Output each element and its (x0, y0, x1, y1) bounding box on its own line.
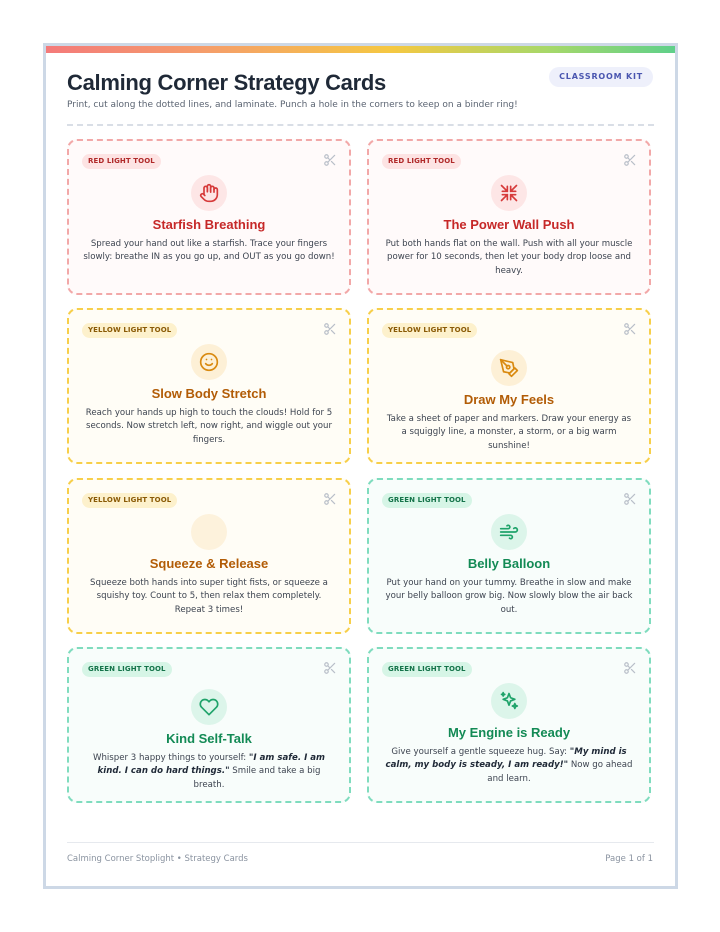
scissors-icon (623, 492, 637, 506)
red-light-tag: RED LIGHT TOOL (382, 154, 461, 169)
yellow-light-tag: YELLOW LIGHT TOOL (382, 323, 477, 338)
affirmation-quote: "My mind is calm, my body is steady, I am ready!" (385, 747, 627, 771)
card-title: Slow Body Stretch (151, 386, 267, 401)
card-instructions (383, 746, 635, 786)
scissors-icon (323, 322, 337, 336)
card-instructions: Put both hands flat on the wall. Push with all your muscle power for 10 seconds, then let your body drop loose and heavy. (385, 239, 633, 276)
yellow-light-tag: YELLOW LIGHT TOOL (82, 493, 177, 508)
red-light-tag: RED LIGHT TOOL (82, 154, 161, 169)
strategy-card-kind-self-talk (67, 647, 351, 803)
affirmation-quote: "I am safe. I am kind. I can do hard things." (97, 753, 326, 777)
card-instructions: Put your hand on your tummy. Breathe in slow and make your belly balloon grow big. Now slowly blow the air back out. (385, 578, 633, 615)
body-text: Give yourself a gentle squeeze hug. Say: (391, 747, 570, 757)
card-title: Starfish Breathing (152, 217, 266, 232)
scissors-icon (623, 661, 637, 675)
scissors-icon (323, 492, 337, 506)
scissors-icon (623, 322, 637, 336)
worksheet-page (43, 43, 678, 889)
body-text: Whisper 3 happy things to yourself: (92, 753, 249, 763)
body-text: Smile and take a big breath. (193, 766, 321, 790)
smile-icon (191, 344, 227, 380)
green-light-tag: GREEN LIGHT TOOL (382, 493, 472, 508)
page-title: Calming Corner Strategy Cards (67, 70, 386, 95)
page-number: Page 1 of 1 (605, 854, 653, 864)
footer-title: Calming Corner Stoplight • Strategy Cards (67, 854, 248, 864)
green-light-tag: GREEN LIGHT TOOL (82, 662, 172, 677)
card-title: Squeeze & Release (149, 556, 269, 571)
strategy-card-power-wall-push (367, 139, 651, 295)
card-instructions: Spread your hand out like a starfish. Trace your fingers slowly: breathe IN as you go up, and OUT as you go down! (83, 239, 335, 263)
green-light-tag: GREEN LIGHT TOOL (382, 662, 472, 677)
strategy-card-belly-balloon (367, 478, 651, 634)
scissors-icon (323, 661, 337, 675)
card-instructions (83, 752, 335, 792)
card-title: Kind Self-Talk (166, 731, 252, 746)
footer-divider (67, 842, 654, 843)
card-instructions: Take a sheet of paper and markers. Draw your energy as a squiggly line, a monster, a storm, or a big warm sunshine! (386, 414, 632, 451)
rainbow-top-bar (46, 46, 675, 53)
wind-icon (491, 514, 527, 550)
blank-icon (191, 514, 227, 550)
strategy-card-slow-body-stretch (67, 308, 351, 464)
pen-tool-icon (491, 350, 527, 386)
card-title: Draw My Feels (463, 392, 555, 407)
card-title: My Engine is Ready (447, 725, 571, 740)
scissors-icon (323, 153, 337, 167)
minimize-arrows-icon (491, 175, 527, 211)
strategy-card-draw-my-feels (367, 308, 651, 464)
card-instructions: Reach your hands up high to touch the clouds! Hold for 5 seconds. Now stretch left, now right, and wiggle out your fingers. (85, 408, 333, 445)
strategy-card-squeeze-release (67, 478, 351, 634)
strategy-card-my-engine-is-ready (367, 647, 651, 803)
card-title: Belly Balloon (467, 556, 551, 571)
sparkles-icon (491, 683, 527, 719)
yellow-light-tag: YELLOW LIGHT TOOL (82, 323, 177, 338)
page-subtitle: Print, cut along the dotted lines, and laminate. Punch a hole in the corners to keep on a binder ring! (67, 100, 518, 110)
card-title: The Power Wall Push (443, 217, 575, 232)
card-instructions: Squeeze both hands into super tight fists, or squeeze a squishy toy. Count to 5, then relax them completely. Repeat 3 times! (90, 578, 328, 615)
classroom-kit-badge: CLASSROOM KIT (549, 67, 653, 87)
cut-line-divider (67, 124, 654, 126)
strategy-card-starfish-breathing (67, 139, 351, 295)
body-text: Now go ahead and learn. (487, 760, 633, 784)
raised-hand-icon (191, 175, 227, 211)
heart-icon (191, 689, 227, 725)
scissors-icon (623, 153, 637, 167)
